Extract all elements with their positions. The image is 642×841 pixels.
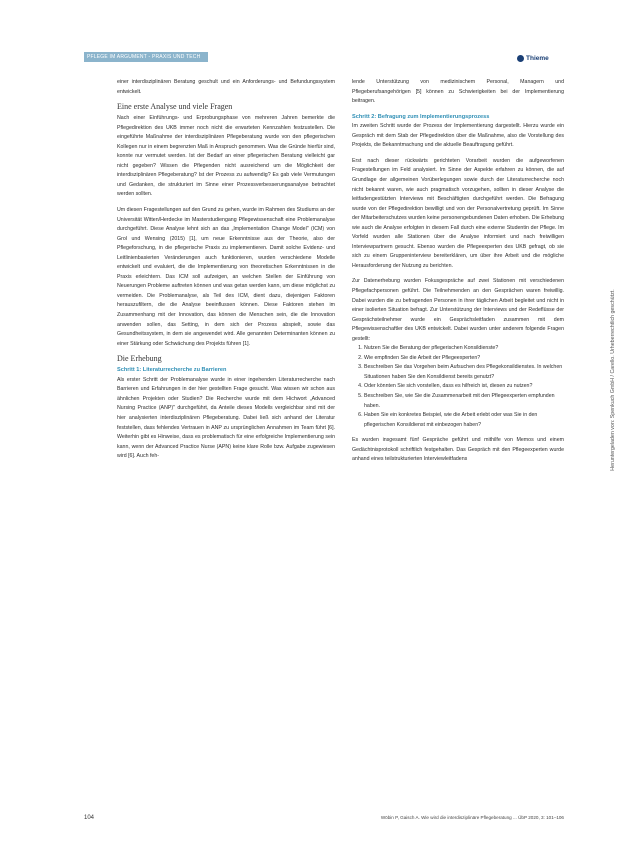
paragraph: Es wurden insgesamt fünf Gespräche geführt und mithilfe von Memos und einem Gedächtnisprotokoll schriftlich festgehalten. Das Gespräch mit den Pflegeexperten wurde anhand eines teilstrukturierten Interviewleitfadens xyxy=(352,437,564,463)
logo-text: Thieme xyxy=(526,54,549,62)
publisher-logo xyxy=(517,53,549,63)
step-heading: Schritt 2: Befragung zum Implementierungsprozess xyxy=(352,113,490,120)
list-item: 1. Nutzen Sie die Beratung der pflegerischen Konsildienste? xyxy=(364,344,564,354)
paragraph: einer interdisziplinären Beratung geschult und ein Anforderungs- und Befundungssystem entwickelt. xyxy=(117,79,335,95)
paragraph: Im zweiten Schritt wurde der Prozess der Implementierung dargestellt. Hierzu wurde ein Gespräch mit dem Stab der Pflegedirektion über die Maßnahme, also die Vorstellung des Projekts, die Bekanntmachung und die aktuelle Beauftragung geführt. xyxy=(352,123,564,149)
section-heading: Eine erste Analyse und viele Fragen xyxy=(117,102,233,112)
section-heading: Die Erhebung xyxy=(117,354,162,364)
paragraph: Nach einer Einführungs- und Erprobungsphase von mehreren Jahren bemerkte die Pflegedirektion des UKB immer noch nicht die erwarteten Kennzahlen festzustellen. Die eingeführte Maßnahme der interdisziplinären Pflegeberatung wurde von den pflegerischen Kollegen nur in einem begrenzten Maß in Anspruch genommen. Was die Gründe hierfür sind, konnte nur vermutet werden. Ist der Bedarf an einer pflegerischen Beratung vielleicht gar nicht gegeben? Wissen die Pflegenden nicht ausreichend um die Möglichkeit der interdisziplinären Pflegeberatung? Ist der Prozess zu aufwendig? Es gab viele Vermutungen und Gedanken, die strukturiert im Sinne einer Prozessverbesserungsanalyse betrachtet werden sollten. xyxy=(117,115,335,198)
section-tag-text: PFLEGE IM ARGUMENT - PRAXIS UND TECH xyxy=(87,54,201,60)
side-note xyxy=(607,230,619,530)
paragraph: Zur Datenerhebung wurden Fokusgespräche auf zwei Stationen mit verschiedenen Pflegefachpersonen geführt. Die Teilnehmenden an den Gesprächen waren freiwillig. Dabei wurden die zu befragenden Personen in ihrer täglichen Arbeit begleitet und nicht in einer isolierten Situation befragt. Zur Unterstützung der Interviews und der Redeflüsse der Gesprächsteilnehmer wurde ein Gesprächsleitfaden zusammen mit dem Pflegewissenschaftler des UKB entwickelt. Dabei wurden unter anderem folgende Fragen gestellt: xyxy=(352,278,564,342)
list-item: 3. Beschreiben Sie das Vorgehen beim Aufsuchen des Pflegekonsildienstes. In welchen Situationen haben Sie den Konsildienst bereits genutzt? xyxy=(364,363,564,382)
paragraph: Erst nach dieser rückwärts gerichteten Vorarbeit wurden die aufgeworfenen Fragestellungen im Feld analysiert. Im Sinne der Aspekte erfahren zu können, die auf Grundlage der allgemeinen Vorüberlegungen sowie durch der Literaturrecherche noch nicht bekannt waren, wie auch pragmatisch vorzugehen, sollten in dieser Analyse die leitfadengestützten Interviews mit Beschäftigten durchgeführt werden. Die Befragung wurde von der Pflegedirektion bewilligt und von der Personalvertretung geprüft. Im Sinne der Mitarbeiterschutzes wurden keine personengebundenen Daten erhoben. Die Erhebung wie auch die Analyse erfolgten in diesem Fall durch eine externe Studentin der Pflege. Im Vorfeld wurden alle Stationen über die Analyse informiert und nach freiwilligen Interviewpartnern gesucht. Ebenso wurden die Pflegeexperten des UKB gefragt, ob sie sich zu einem Gruppeninterview bereiterklären, um über ihre Arbeit und die mögliche Herausforderung der Nutzung zu berichten. xyxy=(352,157,564,269)
paragraph: Um diesen Fragestellungen auf den Grund zu gehen, wurde im Rahmen des Studiums an der Universität Witten/Herdecke im Masterstudiengang Pflegewissenschaft eine Problemanalyse durchgeführt. Diese Analyse lehnt sich an das „Implementation Change Model" (ICM) von Grol und Wensing (2015) [1], um neue Erkenntnisse aus der Theorie, also der Pflegeforschung, in die pflegerische Praxis zu implementieren. Damit solche Evidenz- und Leitlinienbasierten Veränderungen auch funktionieren, wurden verschiedene Modelle entwickelt und evaluiert, die die Implementierung von theoretischen Erkenntnissen in die Praxis erleichtern. Das ICM soll aufzeigen, an welchen Stellen der Einführung von Neuerungen Probleme auftreten können und was getan werden kann, um diese möglichst zu vermeiden. Die Problemanalyse, als Teil des ICM, dient dazu, diejenigen Faktoren herauszufiltern, die die Analyse beeinflussen können. Diese Faktoren stehen im Zusammenhang mit der Innovation, das können die Menschen sein, die die Innovation anwenden sollen, das Setting, in dem sich der Prozess abspielt, sowie das Gesundheitssystem, in dem sie angewendet wird. Alle genannten Determinanten können zu einer Stärkung oder Schwächung des Projekts führen [1]. xyxy=(117,207,335,347)
question-list xyxy=(352,344,564,430)
list-item: 5. Beschreiben Sie, wie Sie die Zusammenarbeit mit den Pflegeexperten empfunden haben. xyxy=(364,392,564,411)
footer-citation: Wöbin P, Gaisch A. Wie wird die interdisziplinäre Pflegeberatung ... ÜbP 2020, 3: 101–106 xyxy=(380,815,564,820)
step-heading: Schritt 1: Literaturrecherche zu Barrieren xyxy=(117,367,227,374)
list-item: 2. Wie empfinden Sie die Arbeit der Pflegeexperten? xyxy=(364,354,564,364)
side-note-text: Heruntergeladen von: Spenkuch GmbH / Carello. Urheberrechtlich geschützt. xyxy=(610,289,616,471)
page-number: 104 xyxy=(84,815,95,821)
list-item: 4. Oder könnten Sie sich vorstellen, dass es hilfreich ist, diesen zu nutzen? xyxy=(364,382,564,392)
right-column xyxy=(352,78,564,465)
section-tag xyxy=(84,52,208,62)
paragraph: Als erster Schritt der Problemanalyse wurde in einer ingehenden Literaturrecherche nach Barrieren und Erfahrungen in der hier gestellten Frage gesucht. Was wissen wir schon aus ähnlichen Projekten oder Studien? Die Recherche wurde mit dem Hichwort „Advanced Nursing Practice (ANP)" durchgeführt, da Anteile dieses Modells vergleichbar sind mit der hier analysierten interdisziplinären Pflegeberatung. Dabei ließ sich anhand der Literatur feststellen, dass fehlendes Vertrauen in ANP zu ursprünglichen Annahmen im Team führt [6]. Weiterhin gibt es Hinweise, dass es problematisch für eine erfolgreiche Implementierung sein kann, wenn der Advanced Practice Nurse (APN) keine klare Rolle bzw. Aufgabe zugewiesen wird [6]. Auch feh- xyxy=(117,376,335,460)
thieme-logo-icon xyxy=(517,55,524,62)
list-item: 6. Haben Sie ein konkretes Beispiel, wie die Arbeit erlebt oder was Sie in den pflegerischen Konsildienst mit einbezogen haben? xyxy=(364,411,564,430)
paragraph: lende Unterstützung von medizinischem Personal, Managern und Pflegeberufsangehörigen [5] können zu Schwierigkeiten bei der Implementierung beitragen. xyxy=(352,79,564,105)
left-column xyxy=(117,78,335,462)
